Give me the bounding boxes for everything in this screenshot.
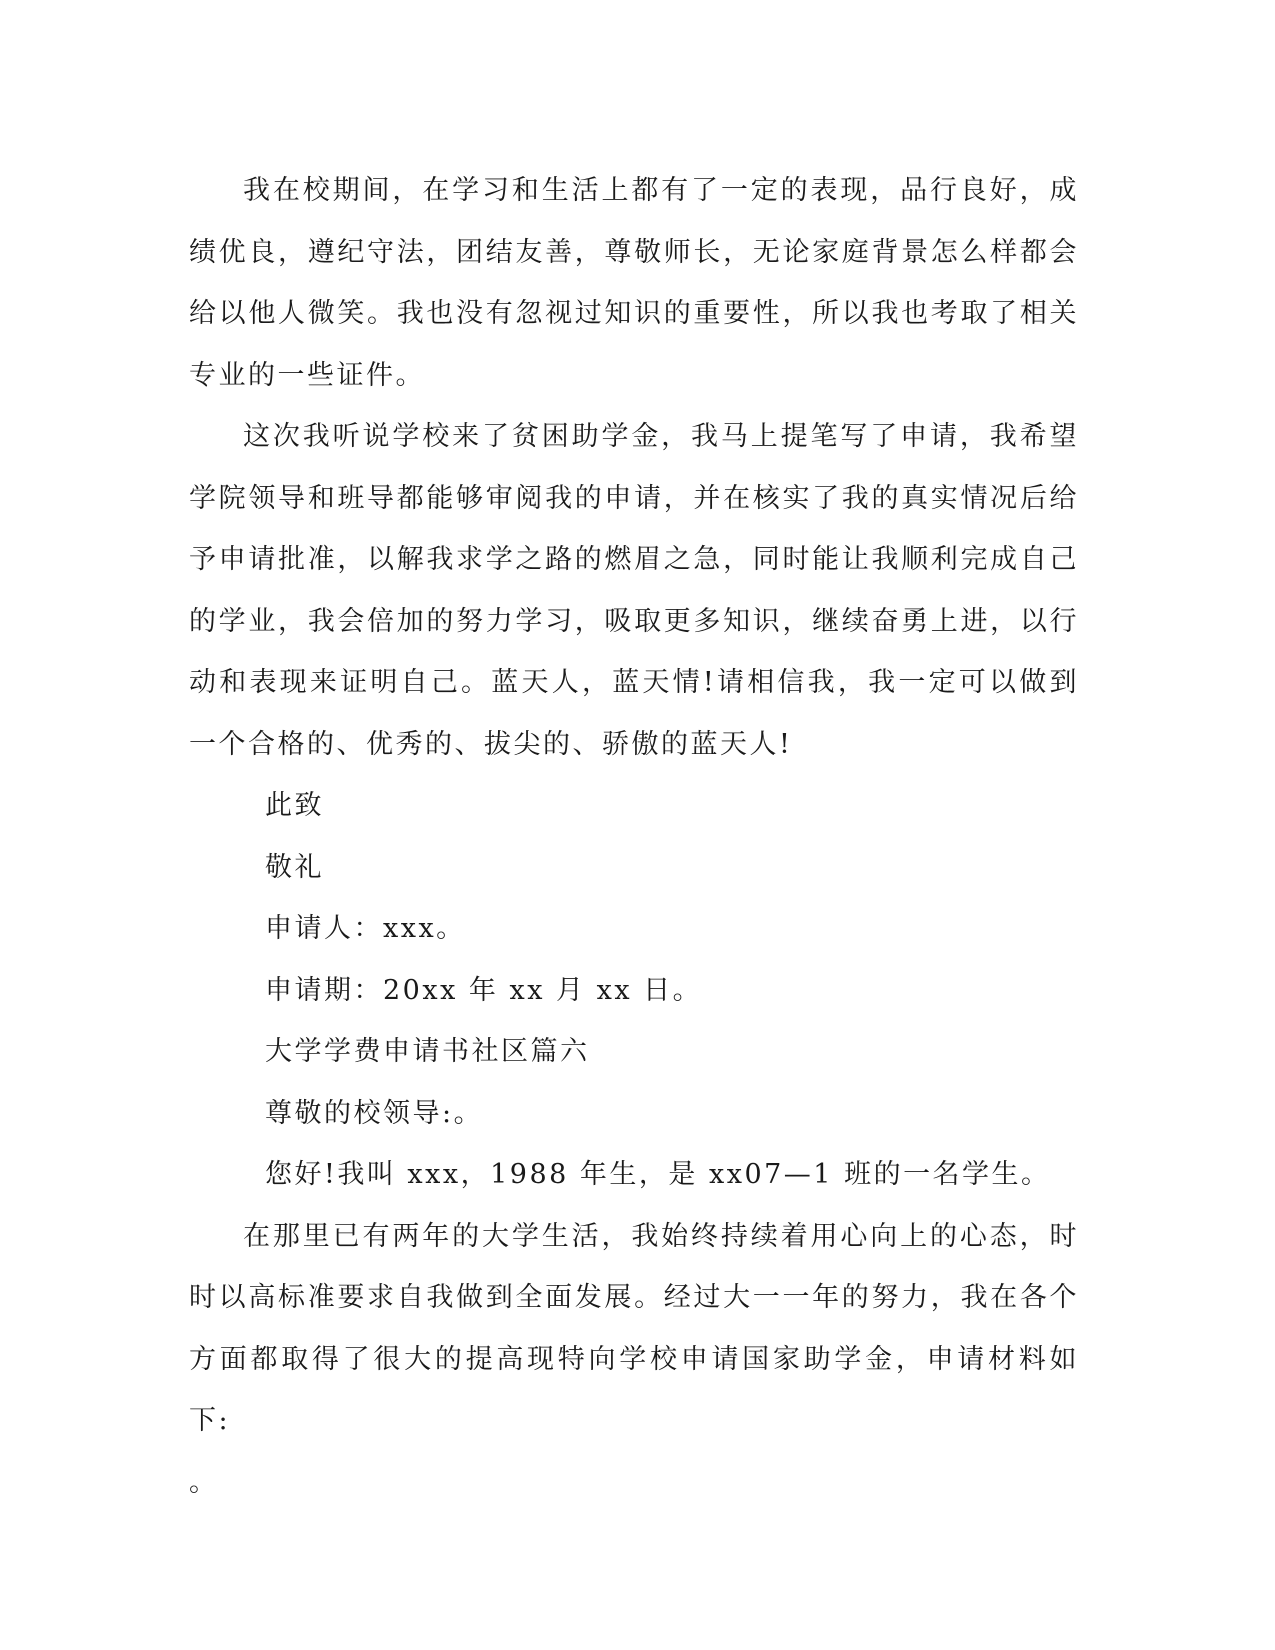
document-body xyxy=(189,160,1079,1513)
paragraph-performance: 我在校期间，在学习和生活上都有了一定的表现，品行良好，成绩优良，遵纪守法，团结友善，尊敬师长，无论家庭背景怎么样都会给以他人微笑。我也没有忽视过知识的重要性，所以我也考取了相关专业的一些证件。 xyxy=(189,175,1079,391)
closing-cizhi: 此致 xyxy=(265,790,324,821)
greeting-line: 您好!我叫 xxx，1988 年生，是 xx07—1 班的一名学生。 xyxy=(265,1159,1051,1190)
closing-jingli: 敬礼 xyxy=(265,851,324,883)
paragraph-self-introduction: 在那里已有两年的大学生活，我始终持续着用心向上的心态，时时以高标准要求自我做到全面发展。经过大一一年的努力，我在各个方面都取得了很大的提高现特向学校申请国家助学金，申请材料如下: xyxy=(189,1220,1079,1436)
paragraph-application-reason: 这次我听说学校来了贫困助学金，我马上提笔写了申请，我希望学院领导和班导都能够审阅我的申请，并在核实了我的真实情况后给予申请批准，以解我求学之路的燃眉之急，同时能让我顺利完成自己的学业，我会倍加的努力学习，吸取更多知识，继续奋勇上进，以行动和表现来证明自己。蓝天人，蓝天情!请相信我，我一定可以做到一个合格的、优秀的、拔尖的、骄傲的蓝天人! xyxy=(189,421,1079,760)
date-line: 申请期：20xx 年 xx 月 xx 日。 xyxy=(265,974,703,1006)
trailing-period: 。 xyxy=(189,1466,216,1498)
applicant-line: 申请人：xxx。 xyxy=(265,913,466,944)
salutation-line: 尊敬的校领导:。 xyxy=(265,1097,484,1129)
section-title: 大学学费申请书社区篇六 xyxy=(265,1036,590,1067)
